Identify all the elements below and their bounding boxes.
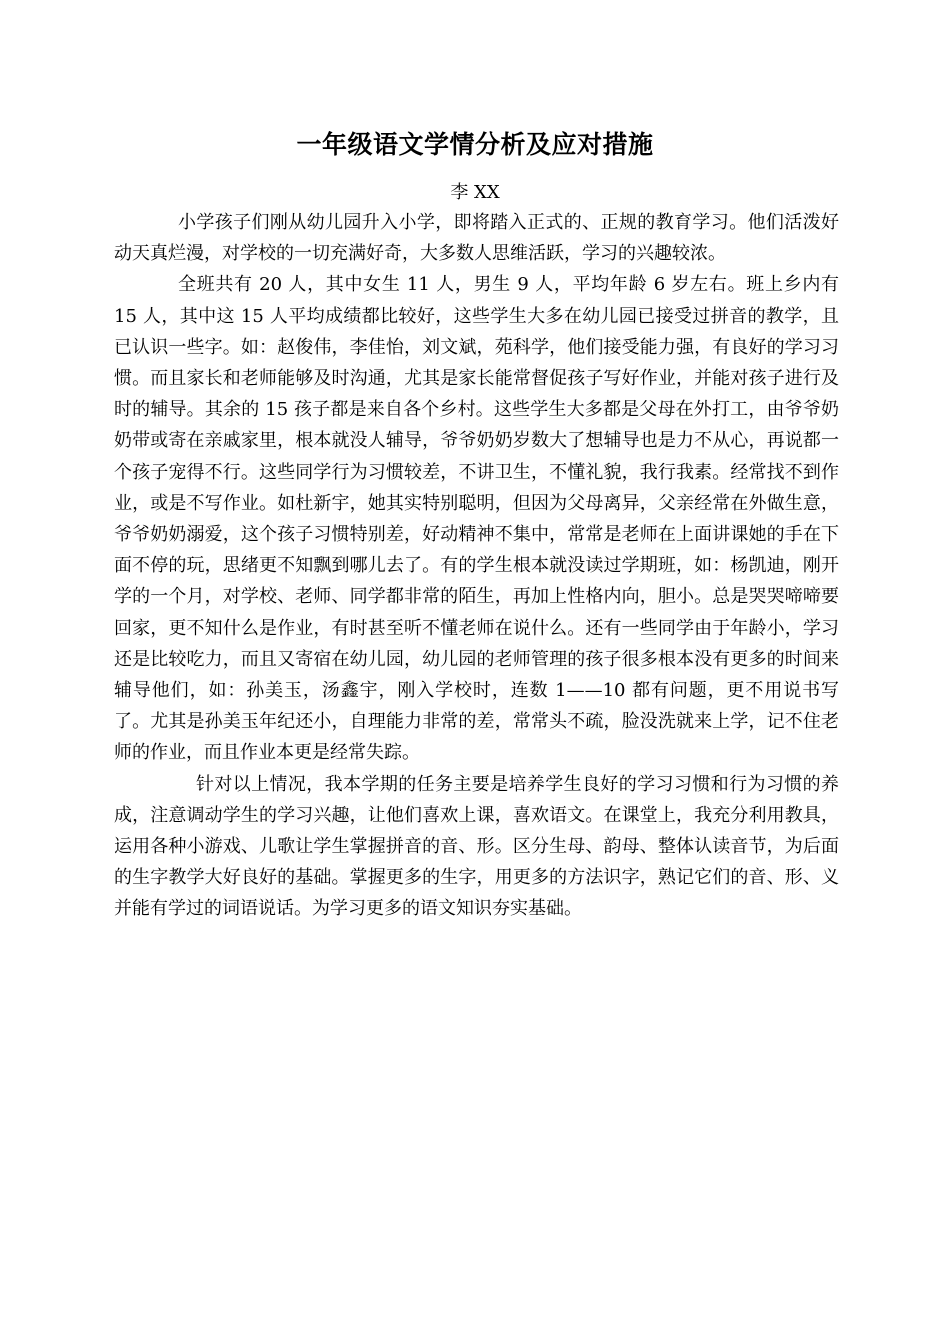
document-body <box>114 207 845 925</box>
paragraph-measures: 针对以上情况，我本学期的任务主要是培养学生良好的学习习惯和行为习惯的养成，注意调动学生的学习兴趣，让他们喜欢上课，喜欢语文。在课堂上，我充分利用教具，运用各种小游戏、儿歌让学生掌握拼音的音、形。区分生母、韵母、整体认读音节，为后面的生字教学大好良好的基础。掌握更多的生字，用更多的方法识字，熟记它们的音、形、义并能有学过的词语说话。为学习更多的语文知识夯实基础。 <box>114 773 839 920</box>
document-title: 一年级语文学情分析及应对措施 <box>296 130 654 159</box>
paragraph-intro: 小学孩子们刚从幼儿园升入小学，即将踏入正式的、正规的教育学习。他们活泼好动天真烂漫，对学校的一切充满好奇，大多数人思维活跃，学习的兴趣较浓。 <box>114 212 839 265</box>
paragraph-class-analysis: 全班共有 20 人，其中女生 11 人，男生 9 人，平均年龄 6 岁左右。班上乡内有 15 人，其中这 15 人平均成绩都比较好，这些学生大多在幼儿园已接受过拼音的教学，且已认识一些字。如：赵俊伟，李佳怡，刘文斌，苑科学，他们接受能力强，有良好的学习习惯。而且家长和老师能够及时沟通，尤其是家长能常督促孩子写好作业，并能对孩子进行及时的辅导。其余的 15 孩子都是来自各个乡村。这些学生大多都是父母在外打工，由爷爷奶奶带或寄在亲戚家里，根本就没人辅导，爷爷奶奶岁数大了想辅导也是力不从心，再说都一个孩子宠得不行。这些同学行为习惯较差，不讲卫生，不懂礼貌，我行我素。经常找不到作业，或是不写作业。如杜新宇，她其实特别聪明，但因为父母离异，父亲经常在外做生意，爷爷奶奶溺爱，这个孩子习惯特别差，好动精神不集中，常常是老师在上面讲课她的手在下面不停的玩，思绪更不知飘到哪儿去了。有的学生根本就没读过学期班，如：杨凯迪，刚开学的一个月，对学校、老师、同学都非常的陌生，再加上性格内向，胆小。总是哭哭啼啼要回家，更不知什么是作业，有时甚至听不懂老师在说什么。还有一些同学由于年龄小，学习还是比较吃力，而且又寄宿在幼儿园，幼儿园的老师管理的孩子很多根本没有更多的时间来辅导他们，如：孙美玉，汤鑫宇，刚入学校时，连数 1——10 都有问题，更不用说书写了。尤其是孙美玉年纪还小，自理能力非常的差，常常头不疏，脸没洗就来上学，记不住老师的作业，而且作业本更是经常失踪。 <box>114 274 845 764</box>
author-name: 李 XX <box>450 182 500 203</box>
